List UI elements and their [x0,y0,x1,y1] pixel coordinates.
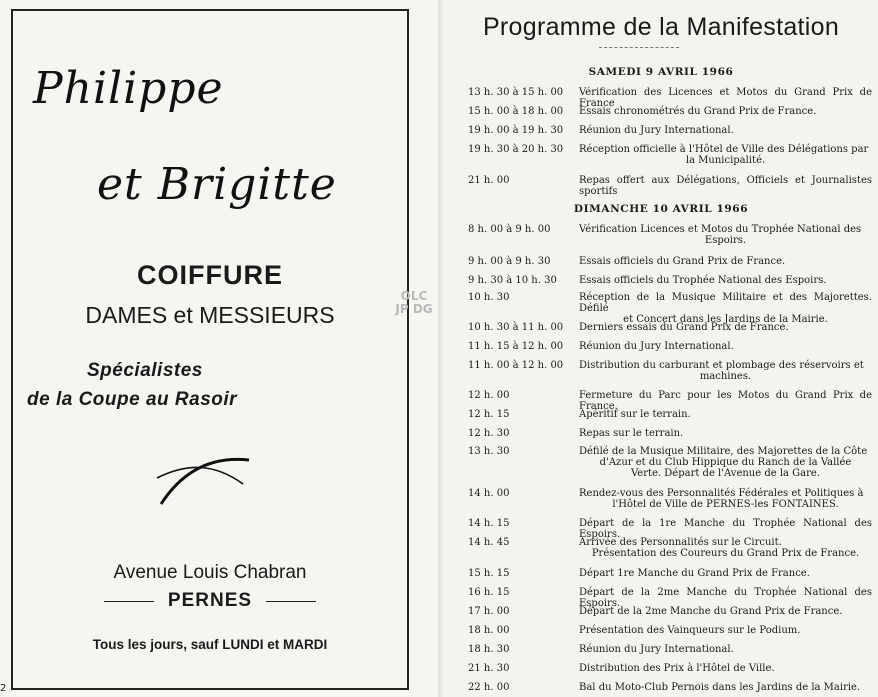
schedule-event-line: Départ de la 1re Manche du Trophée National des Espoirs. [579,518,872,540]
schedule-time: 13 h. 30 [468,446,510,457]
schedule-event-line: Distribution des Prix à l'Hôtel de Ville. [579,663,775,674]
right-page [444,0,878,697]
divider [266,601,316,602]
schedule-event [579,428,872,439]
schedule-event-line: Repas sur le terrain. [579,428,684,439]
schedule-event [579,224,872,246]
ad-name-line1: Philippe [33,63,224,114]
schedule-event-line: Apéritif sur le terrain. [579,409,691,420]
page-number: 2 [0,683,7,694]
schedule-time: 17 h. 00 [468,606,510,617]
ad-dames-messieurs: DAMES et MESSIEURS [85,302,335,328]
schedule-event [579,175,872,197]
schedule-time: 14 h. 45 [468,537,510,548]
schedule-event [579,322,872,333]
ad-name-line2: et Brigitte [97,159,337,210]
schedule-event [579,275,872,286]
schedule-event-line: Distribution du carburant et plombage des réservoirs et [579,360,864,371]
schedule-event-line: Espoirs. [704,235,747,246]
schedule-time: 8 h. 00 à 9 h. 00 [468,224,551,235]
ad-coupe-rasoir: de la Coupe au Rasoir [27,389,238,410]
schedule-event [579,409,872,420]
swoosh-logo-icon [155,448,255,508]
day2-heading: DIMANCHE 10 AVRIL 1966 [573,203,749,215]
ad-town: PERNES [167,590,253,611]
schedule-time: 15 h. 00 à 18 h. 00 [468,106,564,117]
schedule-time: 15 h. 15 [468,568,510,579]
divider [104,601,154,602]
schedule-time: 9 h. 30 à 10 h. 30 [468,275,557,286]
schedule-time: 9 h. 00 à 9 h. 30 [468,256,551,267]
schedule-event [579,606,872,617]
schedule-event-line: Essais officiels du Grand Prix de France. [579,256,786,267]
schedule-time: 21 h. 00 [468,175,510,186]
ad-town-row [13,590,407,612]
schedule-time: 11 h. 15 à 12 h. 00 [468,341,564,352]
schedule-event [579,537,872,559]
schedule-time: 16 h. 15 [468,587,510,598]
schedule-event-line: d'Azur et du Club Hippique du Ranch de la Vallée [599,457,852,468]
schedule-event [579,292,872,325]
schedule-event-line: Fermeture du Parc pour les Motos du Grand Prix de France. [579,390,872,412]
schedule-time: 14 h. 00 [468,488,510,499]
schedule-event-line: Présentation des Coureurs du Grand Prix de France. [591,548,860,559]
schedule-event [579,341,872,352]
schedule-event-line: Verte. Départ de l'Avenue de la Gare. [630,468,821,479]
schedule-event-line: Réunion du Jury International. [579,125,734,136]
schedule-event [579,144,872,166]
schedule-event-line: Départ 1re Manche du Grand Prix de France. [579,568,810,579]
schedule-event-line: Réunion du Jury International. [579,341,734,352]
schedule-time: 21 h. 30 [468,663,510,674]
schedule-time: 19 h. 30 à 20 h. 30 [468,144,564,155]
schedule-event-line: Rendez-vous des Personnalités Fédérales et Politiques à [579,488,864,499]
schedule-event [579,446,872,479]
schedule-time: 12 h. 15 [468,409,510,420]
schedule-event-line: la Municipalité. [685,155,766,166]
schedule-event [579,663,872,674]
schedule-event-line: Essais chronométrés du Grand Prix de France. [579,106,817,117]
schedule-event [579,625,872,636]
title-divider [599,47,679,48]
ad-coiffure: COIFFURE [137,260,283,290]
schedule-event-line: Départ de la 2me Manche du Grand Prix de France. [579,606,843,617]
schedule-time: 22 h. 00 [468,682,510,693]
schedule-event-line: Vérification des Licences et Motos du Grand Prix de France [579,87,872,109]
schedule-event-line: Derniers essais du Grand Prix de France. [579,322,789,333]
schedule-event [579,256,872,267]
schedule-time: 10 h. 30 [468,292,510,303]
ad-opening-days: Tous les jours, sauf LUNDI et MARDI [92,637,328,652]
schedule-event [579,360,872,382]
schedule-time: 12 h. 30 [468,428,510,439]
ad-specialistes: Spécialistes [87,360,203,381]
schedule-event-line: et Concert dans les Jardins de la Mairie. [623,314,828,325]
schedule-time: 10 h. 30 à 11 h. 00 [468,322,564,333]
schedule-event [579,106,872,117]
schedule-event-line: Bal du Moto-Club Pernois dans les Jardins de la Mairie. [579,682,861,693]
schedule-event [579,644,872,655]
schedule-event [579,488,872,510]
schedule-event-line: Réception officielle à l'Hôtel de Ville des Délégations par [579,144,869,155]
schedule-event-line: Essais officiels du Trophée National des Espoirs. [579,275,827,286]
schedule-event-line: Défilé de la Musique Militaire, des Majorettes de la Côte [579,446,868,457]
ad-address: Avenue Louis Chabran [113,562,307,583]
schedule-event-line: Départ de la 2me Manche du Trophée National des Espoirs. [579,587,872,609]
schedule-event-line: Arrivée des Personnalités sur le Circuit. [579,537,782,548]
schedule-event-line: Réception de la Musique Militaire et des Majorettes. Défilé [579,292,872,314]
schedule-event-line: Présentation des Vainqueurs sur le Podium. [579,625,801,636]
schedule-event [579,682,872,693]
program-title: Programme de la Manifestation [482,13,840,41]
schedule-event-line: l'Hôtel de Ville de PERNES-les FONTAINES. [612,499,839,510]
schedule-time: 14 h. 15 [468,518,510,529]
advertisement-frame [11,9,409,690]
day1-heading: SAMEDI 9 AVRIL 1966 [588,66,734,78]
schedule-time: 13 h. 30 à 15 h. 00 [468,87,564,98]
schedule-event-line: machines. [699,371,752,382]
schedule-time: 11 h. 00 à 12 h. 00 [468,360,564,371]
schedule-event [579,568,872,579]
schedule-time: 18 h. 00 [468,625,510,636]
schedule-event-line: Repas offert aux Délégations, Officiels et Journalistes sportifs [579,175,872,197]
watermark-stamp: OLC JP DG [395,289,433,316]
schedule-time: 19 h. 00 à 19 h. 30 [468,125,564,136]
schedule-time: 12 h. 00 [468,390,510,401]
schedule-event [579,125,872,136]
schedule-event-line: Vérification Licences et Motos du Trophée National des [579,224,862,235]
schedule-event-line: Réunion du Jury International. [579,644,734,655]
schedule-time: 18 h. 30 [468,644,510,655]
